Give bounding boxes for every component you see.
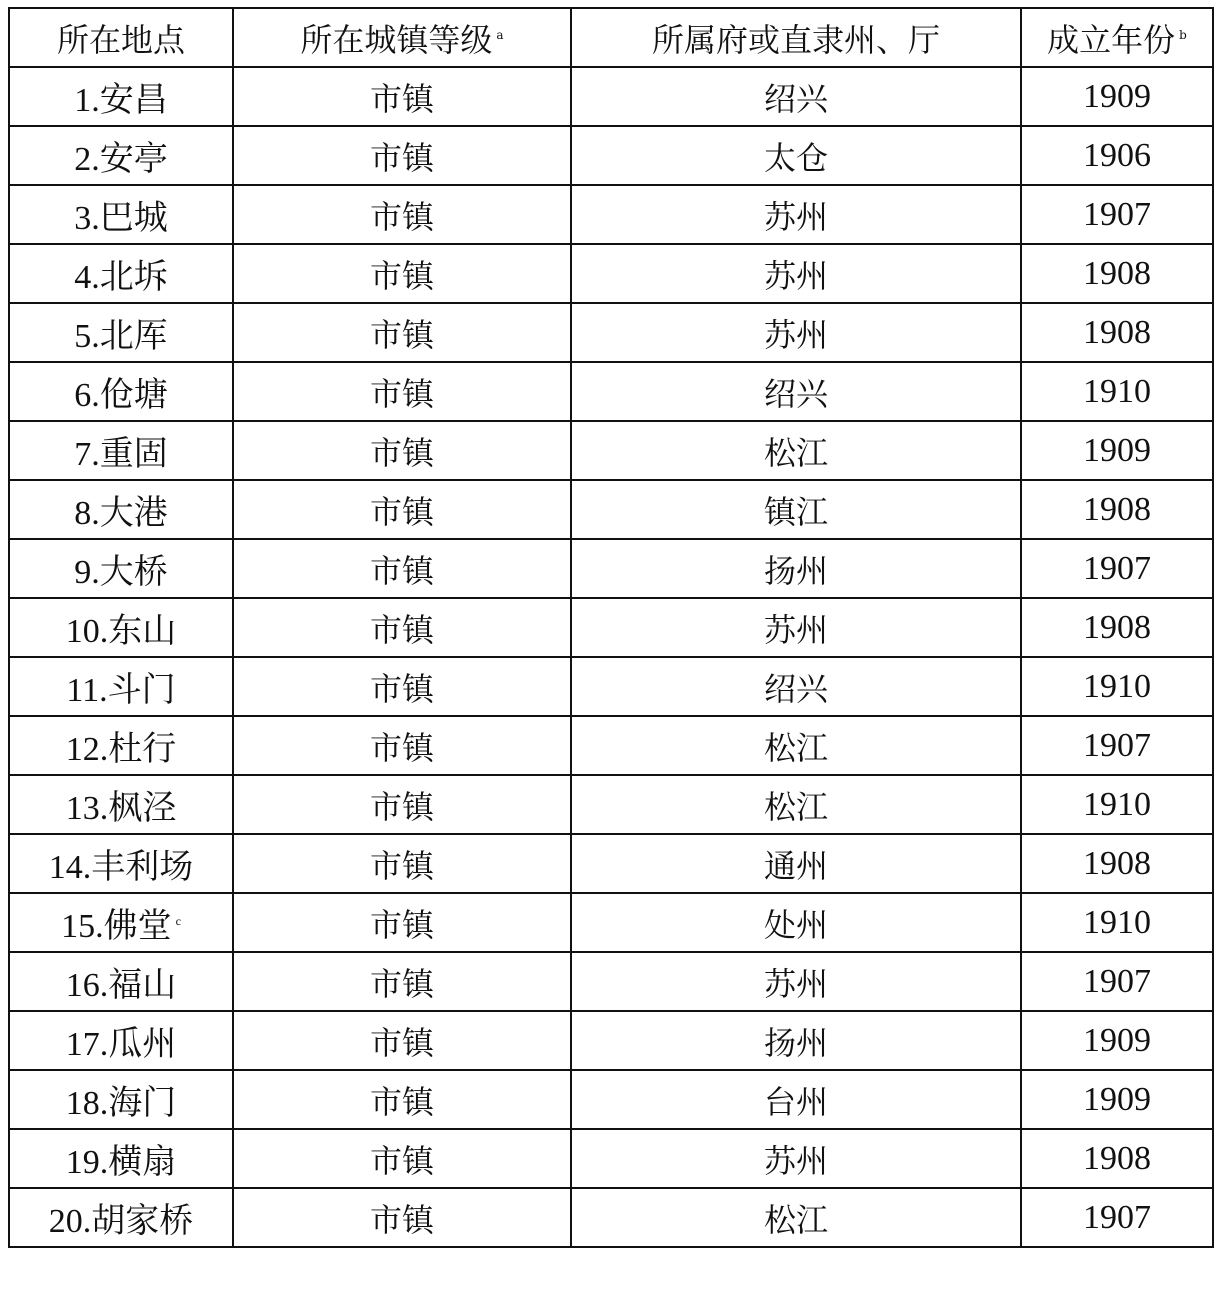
header-prefecture bbox=[571, 8, 1021, 67]
cell-year: 1908 bbox=[1021, 834, 1213, 893]
cell-year: 1906 bbox=[1021, 126, 1213, 185]
table-row bbox=[9, 1188, 1213, 1247]
cell-prefecture: 绍兴 bbox=[571, 657, 1021, 716]
cell-level: 市镇 bbox=[233, 421, 571, 480]
header-year bbox=[1021, 8, 1213, 67]
cell-level: 市镇 bbox=[233, 1129, 571, 1188]
cell-place bbox=[9, 952, 233, 1011]
table-row bbox=[9, 952, 1213, 1011]
cell-prefecture: 苏州 bbox=[571, 1129, 1021, 1188]
table-row bbox=[9, 539, 1213, 598]
cell-place bbox=[9, 303, 233, 362]
cell-level: 市镇 bbox=[233, 303, 571, 362]
cell-level: 市镇 bbox=[233, 185, 571, 244]
cell-level: 市镇 bbox=[233, 480, 571, 539]
place-text: 20.胡家桥 bbox=[48, 1203, 194, 1240]
cell-level: 市镇 bbox=[233, 1070, 571, 1129]
cell-level: 市镇 bbox=[233, 893, 571, 952]
cell-level: 市镇 bbox=[233, 834, 571, 893]
place-text: 12.杜行 bbox=[65, 731, 177, 768]
cell-place bbox=[9, 185, 233, 244]
cell-place bbox=[9, 775, 233, 834]
header-level bbox=[233, 8, 571, 67]
cell-place bbox=[9, 893, 233, 952]
table-row bbox=[9, 67, 1213, 126]
cell-prefecture: 苏州 bbox=[571, 244, 1021, 303]
header-level-footnote: a bbox=[496, 27, 504, 42]
cell-place bbox=[9, 598, 233, 657]
cell-year: 1907 bbox=[1021, 716, 1213, 775]
cell-place bbox=[9, 67, 233, 126]
cell-place bbox=[9, 539, 233, 598]
cell-prefecture: 镇江 bbox=[571, 480, 1021, 539]
cell-prefecture: 苏州 bbox=[571, 598, 1021, 657]
cell-prefecture: 苏州 bbox=[571, 303, 1021, 362]
place-text: 16.福山 bbox=[65, 967, 177, 1004]
cell-level: 市镇 bbox=[233, 67, 571, 126]
place-text: 6.伧塘 bbox=[74, 377, 168, 414]
header-place-label: 所在地点 bbox=[56, 20, 185, 59]
cell-place bbox=[9, 1070, 233, 1129]
cell-year: 1910 bbox=[1021, 657, 1213, 716]
cell-level: 市镇 bbox=[233, 657, 571, 716]
cell-year: 1909 bbox=[1021, 421, 1213, 480]
place-text: 9.大桥 bbox=[74, 554, 168, 591]
table-row bbox=[9, 1070, 1213, 1129]
table-row bbox=[9, 126, 1213, 185]
place-text: 2.安亭 bbox=[74, 141, 168, 178]
place-text: 18.海门 bbox=[65, 1085, 177, 1122]
cell-prefecture: 台州 bbox=[571, 1070, 1021, 1129]
cell-prefecture: 扬州 bbox=[571, 1011, 1021, 1070]
place-text: 3.巴城 bbox=[74, 200, 168, 237]
table-row bbox=[9, 421, 1213, 480]
cell-prefecture: 扬州 bbox=[571, 539, 1021, 598]
cell-prefecture: 处州 bbox=[571, 893, 1021, 952]
cell-level: 市镇 bbox=[233, 126, 571, 185]
cell-year: 1908 bbox=[1021, 1129, 1213, 1188]
table-row bbox=[9, 185, 1213, 244]
cell-level: 市镇 bbox=[233, 952, 571, 1011]
cell-place bbox=[9, 1011, 233, 1070]
header-prefecture-label: 所属府或直隶州、厅 bbox=[651, 20, 940, 59]
cell-prefecture: 松江 bbox=[571, 1188, 1021, 1247]
place-text: 7.重固 bbox=[74, 436, 168, 473]
cell-level: 市镇 bbox=[233, 1188, 571, 1247]
table-row bbox=[9, 657, 1213, 716]
cell-place bbox=[9, 1188, 233, 1247]
cell-prefecture: 苏州 bbox=[571, 185, 1021, 244]
cell-year: 1907 bbox=[1021, 539, 1213, 598]
place-text: 8.大港 bbox=[74, 495, 168, 532]
cell-year: 1908 bbox=[1021, 598, 1213, 657]
cell-level: 市镇 bbox=[233, 598, 571, 657]
cell-prefecture: 松江 bbox=[571, 775, 1021, 834]
cell-prefecture: 松江 bbox=[571, 421, 1021, 480]
place-text: 14.丰利场 bbox=[48, 849, 194, 886]
table-header-row bbox=[9, 8, 1213, 67]
table-body bbox=[9, 67, 1213, 1247]
table-row bbox=[9, 303, 1213, 362]
cell-year: 1908 bbox=[1021, 480, 1213, 539]
table-row bbox=[9, 1129, 1213, 1188]
cell-year: 1907 bbox=[1021, 952, 1213, 1011]
table-row bbox=[9, 893, 1213, 952]
place-text: 11.斗门 bbox=[66, 672, 176, 709]
cell-place bbox=[9, 834, 233, 893]
cell-prefecture: 绍兴 bbox=[571, 362, 1021, 421]
cell-level: 市镇 bbox=[233, 362, 571, 421]
cell-year: 1908 bbox=[1021, 244, 1213, 303]
data-table bbox=[8, 7, 1214, 1248]
place-text: 1.安昌 bbox=[74, 82, 168, 119]
place-text: 4.北坼 bbox=[74, 259, 168, 296]
cell-prefecture: 苏州 bbox=[571, 952, 1021, 1011]
place-text: 13.枫泾 bbox=[65, 790, 177, 827]
header-year-footnote: b bbox=[1179, 27, 1187, 42]
place-text: 17.瓜州 bbox=[65, 1026, 177, 1063]
data-table-container bbox=[8, 7, 1212, 1248]
cell-place bbox=[9, 244, 233, 303]
cell-level: 市镇 bbox=[233, 539, 571, 598]
cell-place bbox=[9, 480, 233, 539]
cell-year: 1909 bbox=[1021, 1011, 1213, 1070]
cell-level: 市镇 bbox=[233, 244, 571, 303]
place-footnote: c bbox=[175, 913, 181, 928]
table-row bbox=[9, 834, 1213, 893]
place-text: 19.横扇 bbox=[65, 1144, 177, 1181]
cell-place bbox=[9, 1129, 233, 1188]
table-row bbox=[9, 362, 1213, 421]
cell-year: 1910 bbox=[1021, 775, 1213, 834]
cell-place bbox=[9, 657, 233, 716]
cell-prefecture: 太仓 bbox=[571, 126, 1021, 185]
cell-prefecture: 通州 bbox=[571, 834, 1021, 893]
cell-place bbox=[9, 421, 233, 480]
cell-prefecture: 绍兴 bbox=[571, 67, 1021, 126]
cell-level: 市镇 bbox=[233, 775, 571, 834]
cell-prefecture: 松江 bbox=[571, 716, 1021, 775]
place-text: 5.北厍 bbox=[74, 318, 168, 355]
table-row bbox=[9, 775, 1213, 834]
place-text: 15.佛堂 bbox=[61, 908, 172, 945]
cell-year: 1908 bbox=[1021, 303, 1213, 362]
cell-year: 1909 bbox=[1021, 1070, 1213, 1129]
cell-year: 1910 bbox=[1021, 893, 1213, 952]
table-row bbox=[9, 1011, 1213, 1070]
table-row bbox=[9, 480, 1213, 539]
cell-level: 市镇 bbox=[233, 716, 571, 775]
cell-year: 1907 bbox=[1021, 1188, 1213, 1247]
cell-place bbox=[9, 362, 233, 421]
cell-year: 1907 bbox=[1021, 185, 1213, 244]
cell-year: 1910 bbox=[1021, 362, 1213, 421]
place-text: 10.东山 bbox=[65, 613, 177, 650]
cell-level: 市镇 bbox=[233, 1011, 571, 1070]
cell-place bbox=[9, 716, 233, 775]
cell-place bbox=[9, 126, 233, 185]
header-year-label: 成立年份 bbox=[1047, 20, 1176, 59]
table-row bbox=[9, 244, 1213, 303]
header-level-label: 所在城镇等级 bbox=[300, 20, 493, 59]
cell-year: 1909 bbox=[1021, 67, 1213, 126]
table-row bbox=[9, 716, 1213, 775]
header-place bbox=[9, 8, 233, 67]
table-row bbox=[9, 598, 1213, 657]
